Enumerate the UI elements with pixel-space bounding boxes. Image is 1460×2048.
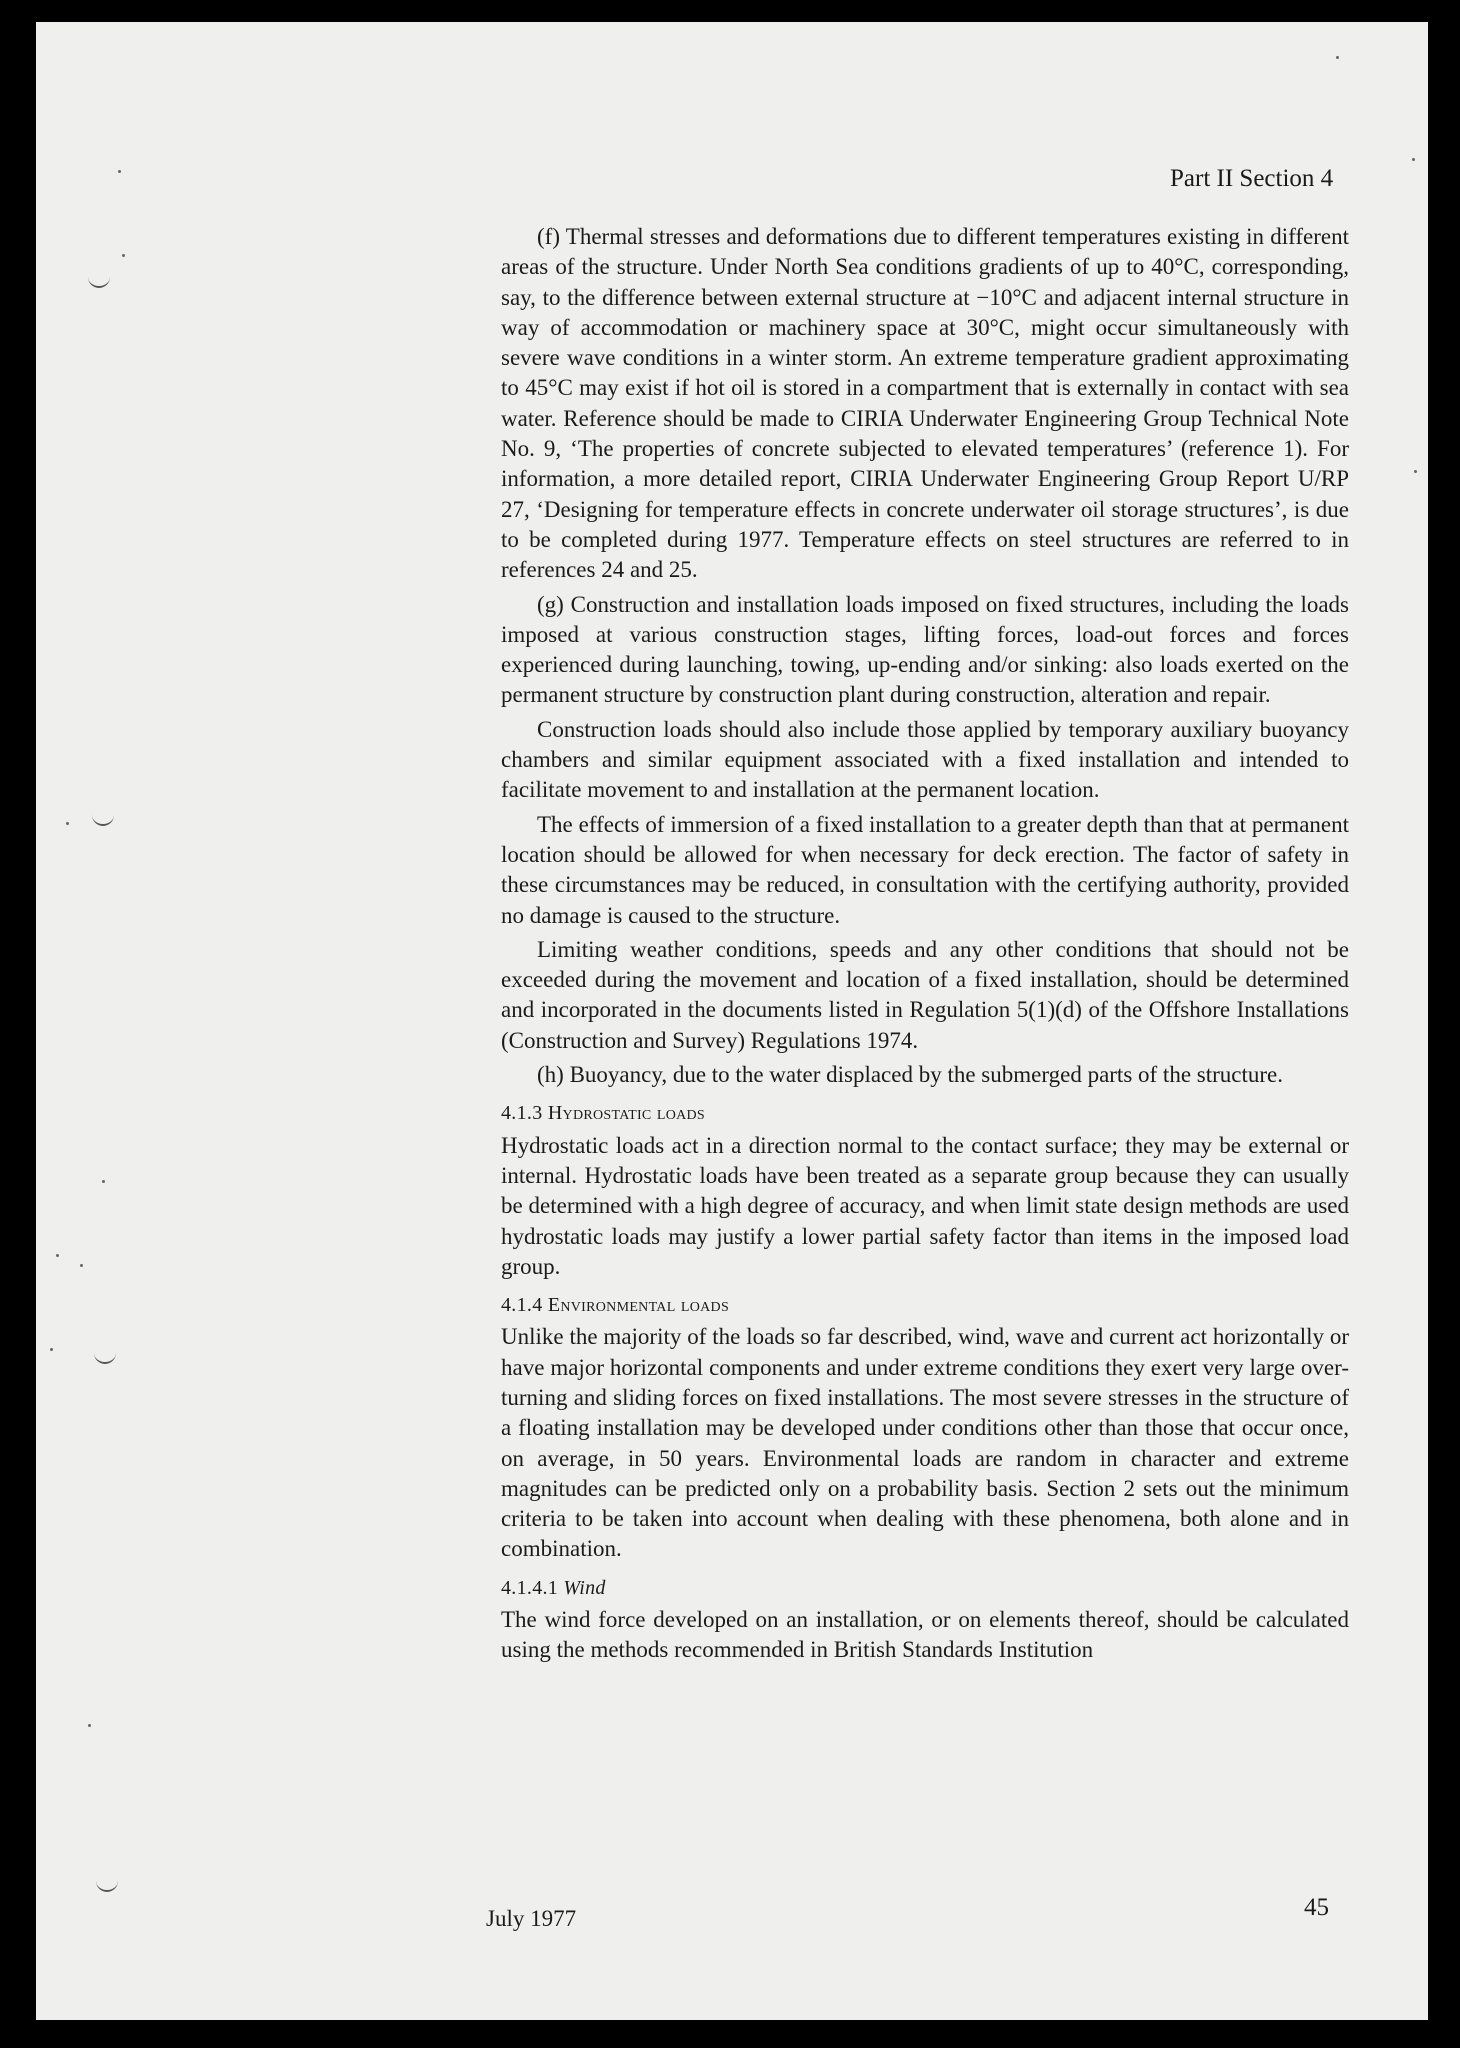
section-number: 4.1.4 xyxy=(501,1294,543,1317)
section-number: 4.1.3 xyxy=(501,1102,543,1125)
document-page xyxy=(36,22,1428,2020)
paragraph-h: (h) Buoyancy, due to the water displaced by the submerged parts of the structure. xyxy=(537,1062,1283,1088)
page-number: 45 xyxy=(1304,1894,1329,1921)
section-heading-hydrostatic xyxy=(501,1098,1349,1128)
section-title: Hydrostatic loads xyxy=(547,1102,706,1125)
scan-speck xyxy=(66,822,69,825)
section-header: Part II Section 4 xyxy=(1170,165,1334,192)
binding-hole-mark xyxy=(94,1352,116,1364)
paragraph-wind: The wind force developed on an installation, or on elements thereof, should be calculated using the methods recommended in British Standards Institution xyxy=(501,1607,1349,1663)
binding-hole-mark xyxy=(88,276,110,288)
paragraph-f: (f) Thermal stresses and deformations due to different temperatures existing in different areas of the structure. Under North Sea conditions gradients of up to 40°C, corresponding, say, to the difference between external structure at −10°C and adjacent internal structure in way of accommodation or machinery space at 30°C, might occur simultaneously with severe wave conditions in a winter storm. An extreme temperature gradient approximating to 45°C may exist if hot oil is stored in a compartment that is externally in contact with sea water. Reference should be made to CIRIA Underwater Engineering Group Technical Note No. 9, ‘The properties of concrete subjected to elevated temperatures’ (reference 1). For information, a more detailed report, CIRIA Underwater Engineering Group Report U/RP 27, ‘Designing for temperature effects in concrete underwater oil storage structures’, is due to be completed during 1977. Temperature effects on steel structures are referred to in references 24 and 25. xyxy=(501,224,1349,583)
section-heading-environmental xyxy=(501,1290,1349,1320)
paragraph-hydrostatic: Hydrostatic loads act in a direction normal to the contact surface; they may be external or internal. Hydrostatic loads have been treated as a separate group because they can usually be determined with a high degree of accuracy, and when limit state design methods are used hydrostatic loads may justify a lower partial safety factor than items in the imposed load group. xyxy=(501,1132,1349,1279)
section-title: Wind xyxy=(563,1576,606,1599)
scan-speck xyxy=(56,1254,59,1257)
footer-date: July 1977 xyxy=(486,1906,577,1931)
body-text xyxy=(501,222,1349,1670)
section-heading-wind xyxy=(501,1573,1349,1603)
section-title: Environmental loads xyxy=(547,1294,730,1317)
scan-speck xyxy=(80,1264,83,1267)
paragraph-environmental: Unlike the majority of the loads so far described, wind, wave and current act horizontally or have major horizontal components and under extreme conditions they exert very large over-turning and sliding forces on fixed installations. The most severe stresses in the structure of a floating installation may be developed under conditions other than those that occur once, on average, in 50 years. Environmental loads are random in character and extreme magnitudes can be predicted only on a probability basis. Section 2 sets out the minimum criteria to be taken into account when dealing with these phenomena, both alone and in combination. xyxy=(501,1324,1349,1562)
binding-hole-mark xyxy=(92,814,114,826)
binding-hole-mark xyxy=(96,1880,118,1892)
scan-speck xyxy=(102,1180,105,1183)
paragraph-g: (g) Construction and installation loads imposed on fixed structures, including the loads imposed at various construction stages, lifting forces, load-out forces and forces experienced during launching, towing, up-ending and/or sinking: also loads exerted on the permanent structure by construction plant during construction, alteration and repair. xyxy=(501,591,1349,708)
paragraph-immersion: The effects of immersion of a fixed installation to a greater depth than that at permanent location should be allowed for when necessary for deck erection. The factor of safety in these circumstances may be reduced, in consultation with the certifying authority, provided no damage is caused to the structure. xyxy=(501,811,1349,928)
scan-speck xyxy=(118,170,121,173)
section-number: 4.1.4.1 xyxy=(501,1576,559,1599)
scan-speck xyxy=(88,1724,91,1727)
scan-speck xyxy=(1336,56,1339,59)
paragraph-limiting-weather: Limiting weather conditions, speeds and any other conditions that should not be exceeded during the movement and location of a fixed installation, should be determined and incorporated in the documents listed in Regulation 5(1)(d) of the Offshore Installations (Construction and Survey) Regulations 1974. xyxy=(501,936,1349,1053)
scan-speck xyxy=(50,1348,53,1351)
paragraph-construction-loads: Construction loads should also include those applied by temporary auxiliary buoyancy chambers and similar equipment associated with a fixed installation and intended to facilitate movement to and installation at the permanent location. xyxy=(501,716,1349,803)
scan-speck xyxy=(1414,470,1417,473)
scan-speck xyxy=(1412,158,1415,161)
scan-speck xyxy=(122,254,125,257)
